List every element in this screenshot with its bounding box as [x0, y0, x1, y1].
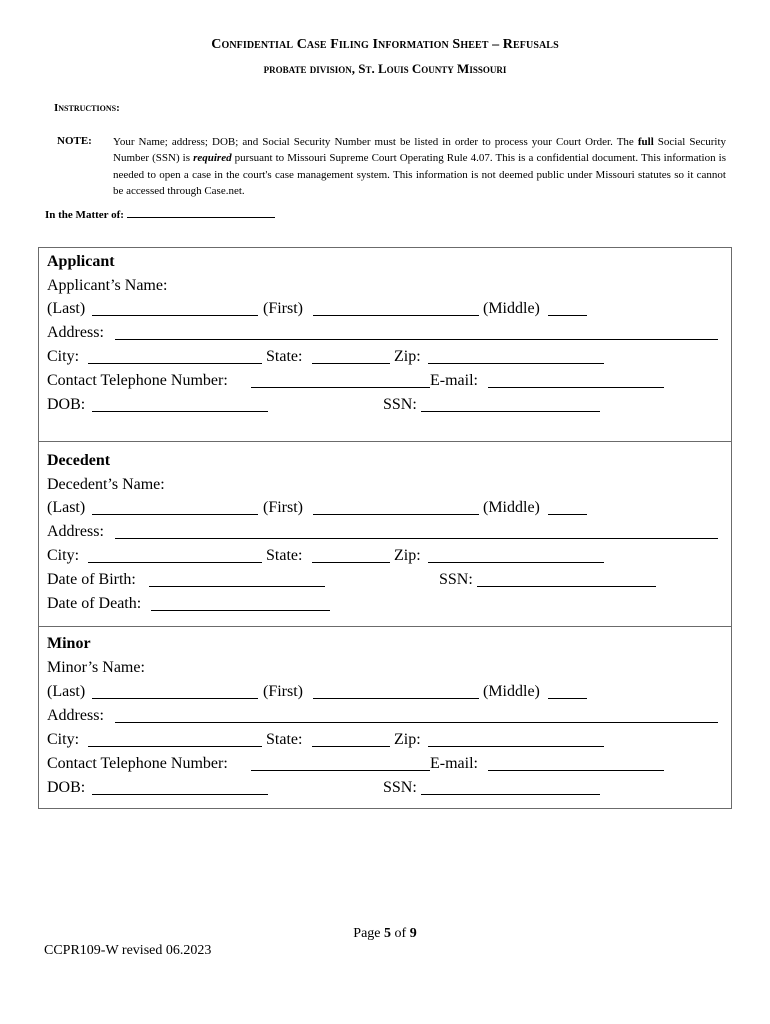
decedent-state-label: State:: [266, 547, 303, 564]
minor-first-label: (First): [263, 683, 303, 700]
decedent-middle-input[interactable]: [548, 514, 587, 515]
matter-of-input[interactable]: [127, 208, 275, 218]
applicant-ssn-label: SSN:: [383, 396, 417, 413]
decedent-last-label: (Last): [47, 499, 86, 516]
note-label: NOTE:: [57, 135, 92, 147]
applicant-phone-input[interactable]: [251, 387, 430, 388]
minor-address-input[interactable]: [115, 722, 718, 723]
decedent-middle-label: (Middle): [483, 499, 540, 516]
minor-name-label: Minor’s Name:: [47, 659, 145, 676]
matter-of-field: [45, 208, 275, 221]
applicant-section: [38, 247, 732, 442]
applicant-state-input[interactable]: [312, 363, 390, 364]
decedent-section: [38, 441, 732, 627]
applicant-phone-label: Contact Telephone Number:: [47, 372, 228, 389]
decedent-zip-label: Zip:: [394, 547, 421, 564]
minor-email-input[interactable]: [488, 770, 664, 771]
decedent-state-input[interactable]: [312, 562, 390, 563]
note-text: Your Name; address; DOB; and Social Security Number must be listed in order to process your Court Order. The full Social Security Number (SSN) is required pursuant to Missouri Supreme Court Operating Rule 4.07. This is a confidential document. This information is needed to open a case in the court's case management system. This information is not deemed public under Missouri statutes so it cannot be accessed through Case.net.: [113, 136, 727, 197]
applicant-email-input[interactable]: [488, 387, 664, 388]
applicant-heading: Applicant: [47, 253, 115, 270]
minor-dob-input[interactable]: [92, 794, 268, 795]
form-title: Confidential Case Filing Information Sheet – Refusals: [211, 37, 559, 52]
applicant-address-label: Address:: [47, 324, 104, 341]
minor-ssn-input[interactable]: [421, 794, 600, 795]
minor-section: [38, 626, 732, 809]
instructions-label: Instructions:: [54, 102, 120, 114]
minor-city-label: City:: [47, 731, 80, 748]
minor-zip-label: Zip:: [394, 731, 421, 748]
decedent-heading: Decedent: [47, 452, 111, 469]
applicant-last-label: (Last): [47, 300, 86, 317]
minor-phone-label: Contact Telephone Number:: [47, 755, 228, 772]
applicant-middle-input[interactable]: [548, 315, 587, 316]
decedent-dod-label: Date of Death:: [47, 595, 142, 612]
form-code: CCPR109-W revised 06.2023: [44, 943, 212, 958]
minor-phone-input[interactable]: [251, 770, 430, 771]
decedent-address-label: Address:: [47, 523, 104, 540]
minor-dob-label: DOB:: [47, 779, 86, 796]
decedent-address-input[interactable]: [115, 538, 718, 539]
form-subtitle: probate division, St. Louis County Missouri: [263, 61, 507, 76]
decedent-dod-input[interactable]: [151, 610, 330, 611]
applicant-middle-label: (Middle): [483, 300, 540, 317]
applicant-first-input[interactable]: [313, 315, 479, 316]
minor-last-label: (Last): [47, 683, 86, 700]
applicant-email-label: E-mail:: [430, 372, 478, 389]
decedent-city-label: City:: [47, 547, 80, 564]
applicant-city-input[interactable]: [88, 363, 262, 364]
applicant-name-label: Applicant’s Name:: [47, 277, 168, 294]
minor-last-input[interactable]: [92, 698, 258, 699]
decedent-name-label: Decedent’s Name:: [47, 476, 165, 493]
applicant-dob-input[interactable]: [92, 411, 268, 412]
minor-heading: Minor: [47, 635, 91, 652]
minor-ssn-label: SSN:: [383, 779, 417, 796]
decedent-city-input[interactable]: [88, 562, 262, 563]
applicant-last-input[interactable]: [92, 315, 258, 316]
applicant-city-label: City:: [47, 348, 80, 365]
minor-first-input[interactable]: [313, 698, 479, 699]
minor-middle-input[interactable]: [548, 698, 587, 699]
minor-city-input[interactable]: [88, 746, 262, 747]
minor-state-input[interactable]: [312, 746, 390, 747]
decedent-first-input[interactable]: [313, 514, 479, 515]
minor-state-label: State:: [266, 731, 303, 748]
applicant-zip-label: Zip:: [394, 348, 421, 365]
applicant-ssn-input[interactable]: [421, 411, 600, 412]
applicant-dob-label: DOB:: [47, 396, 86, 413]
decedent-dob-input[interactable]: [149, 586, 325, 587]
decedent-ssn-input[interactable]: [477, 586, 656, 587]
minor-email-label: E-mail:: [430, 755, 478, 772]
applicant-first-label: (First): [263, 300, 303, 317]
applicant-address-input[interactable]: [115, 339, 718, 340]
applicant-state-label: State:: [266, 348, 303, 365]
applicant-zip-input[interactable]: [428, 363, 604, 364]
minor-middle-label: (Middle): [483, 683, 540, 700]
minor-zip-input[interactable]: [428, 746, 604, 747]
matter-of-label: In the Matter of:: [45, 209, 124, 221]
decedent-dob-label: Date of Birth:: [47, 571, 136, 588]
decedent-zip-input[interactable]: [428, 562, 604, 563]
page-number: Page 5 of 9: [353, 926, 417, 941]
minor-address-label: Address:: [47, 707, 104, 724]
decedent-first-label: (First): [263, 499, 303, 516]
decedent-last-input[interactable]: [92, 514, 258, 515]
decedent-ssn-label: SSN:: [439, 571, 473, 588]
